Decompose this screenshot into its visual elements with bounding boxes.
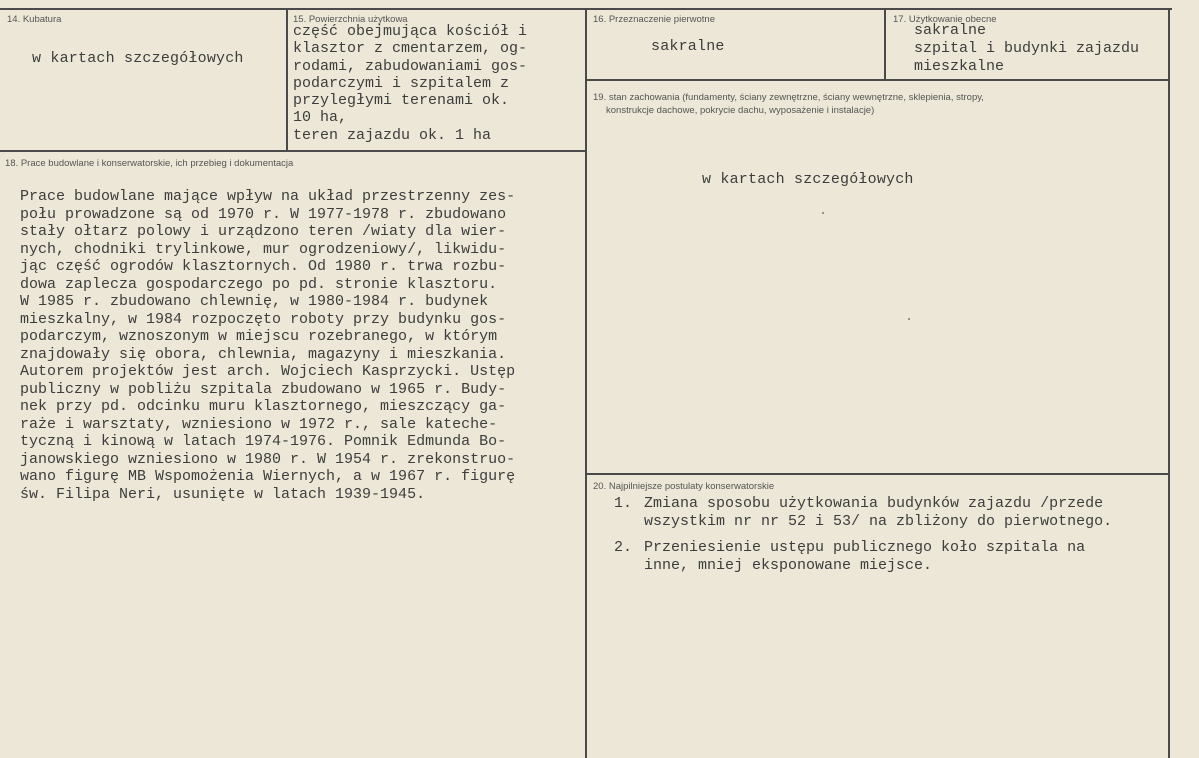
field-18-line: jąc część ogrodów klasztornych. Od 1980 r. trwa rozbu- (20, 258, 507, 275)
field-19-label-line1: 19. stan zachowania (fundamenty, ściany zewnętrzne, ściany wewnętrzne, sklepienia, stropy, (593, 92, 984, 103)
field-18-line: wano figurę MB Wspomożenia Wiernych, a w 1967 r. figurę (20, 468, 516, 485)
field-15-line: podarczymi i szpitalem z (293, 74, 510, 92)
field-15-value (293, 23, 527, 144)
speck (822, 212, 824, 214)
field-18-line: dowa zaplecza gospodarczego po pd. stronie klasztoru. (20, 275, 498, 293)
field-18-line: mieszkalny, w 1984 rozpoczęto roboty przy budynku gos- (20, 310, 507, 328)
speck (908, 318, 910, 320)
field-18-line: janowskiego wzniesiono w 1980 r. W 1954 r. zrekonstruo- (20, 450, 516, 468)
postulate-line: wszystkim nr nr 52 i 53/ na zbliżony do pierwotnego. (644, 513, 1113, 530)
field-18-line: podarczym, wznoszonym w miejscu rozebranego, w którym (20, 328, 498, 345)
field-19-label-line2: konstrukcje dachowe, pokrycie dachu, wyposażenie i instalacje) (606, 105, 875, 116)
field-18-line: Autorem projektów jest arch. Wojciech Kasprzycki. Ustęp (20, 363, 516, 380)
field-18-line: raże i warsztaty, wzniesiono w 1972 r., sale kateche- (20, 415, 498, 433)
postulate-number: 2. (614, 539, 633, 556)
field-15-line: teren zajazdu ok. 1 ha (293, 126, 492, 144)
field-15-line: klasztor z cmentarzem, og- (293, 40, 528, 58)
field-18-line: Prace budowlane mające wpływ na układ przestrzenny zes- (20, 188, 516, 205)
field-18-line: stały ołtarz polowy i urządzono teren /wiaty dla wier- (20, 223, 507, 240)
field-14-label: 14. Kubatura (7, 14, 62, 25)
postulate-number: 1. (614, 495, 633, 512)
field-20-label: 20. Najpilniejsze postulaty konserwatorskie (593, 481, 775, 492)
field-19-value: w kartach szczegółowych (702, 171, 914, 188)
field-17-line: mieszkalne (914, 58, 1005, 75)
divider-row1-left (0, 150, 587, 152)
postulate-line: Przeniesienie ustępu publicznego koło szpitala na (644, 539, 1086, 556)
right-border (1168, 8, 1170, 758)
field-18-line: znajdowały się obora, chlewnia, magazyny i mieszkania. (20, 345, 507, 363)
field-18-line: nek przy pd. odcinku muru klasztornego, mieszczący ga- (20, 398, 507, 415)
field-16-value: sakralne (651, 38, 725, 55)
field-17-line: sakralne (914, 22, 987, 39)
postulate-line: Zmiana sposobu użytkowania budynków zajazdu /przede (644, 495, 1104, 512)
field-18-line: połu prowadzone są od 1970 r. W 1977-1978 r. zbudowano (20, 205, 507, 223)
field-17-value (914, 22, 1139, 76)
field-15-line: przyległymi terenami ok. (293, 92, 510, 110)
postulate-line: inne, mniej eksponowane miejsce. (644, 557, 933, 574)
field-17-label: 17. Użytkowanie obecne (893, 14, 997, 25)
field-15-label: 15. Powierzchnia użytkowa (293, 14, 408, 25)
field-18-value (20, 188, 515, 503)
field-15-line: 10 ha, (293, 109, 348, 127)
center-divider (585, 8, 587, 758)
field-18-line: publiczny w pobliżu szpitala zbudowano w 1965 r. Budy- (20, 380, 507, 398)
field-17-line: szpital i budynki zajazdu (914, 40, 1140, 57)
divider-row1-right (585, 79, 1170, 81)
field-15-line: część obejmująca kościół i (293, 23, 528, 40)
divider-16-17 (884, 8, 886, 80)
field-18-line: tyczną i kinową w latach 1974-1976. Pomnik Edmunda Bo- (20, 433, 507, 450)
divider-14-15 (286, 8, 288, 150)
field-18-line: nych, chodniki trylinkowe, mur ogrodzeniowy/, likwidu- (20, 240, 507, 258)
field-18-label: 18. Prace budowlane i konserwatorskie, ich przebieg i dokumentacja (5, 158, 294, 169)
field-18-line: św. Filipa Neri, usunięte w latach 1939-1945. (20, 485, 426, 503)
field-14-value: w kartach szczegółowych (32, 50, 244, 67)
field-18-line: W 1985 r. zbudowano chlewnię, w 1980-1984 r. budynek (20, 293, 489, 310)
divider-19-20 (585, 473, 1170, 475)
field-15-line: rodami, zabudowaniami gos- (293, 57, 528, 75)
field-16-label: 16. Przeznaczenie pierwotne (593, 14, 715, 25)
